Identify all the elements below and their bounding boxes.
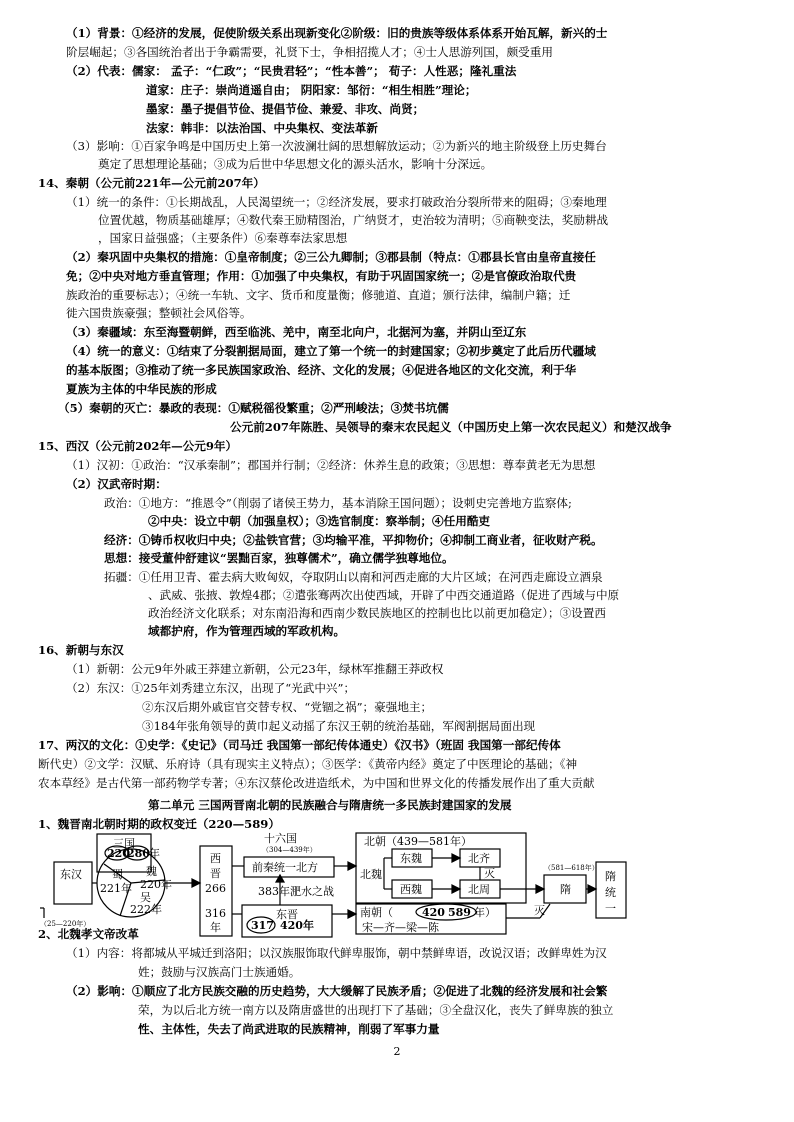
text-line: 政治经济文化联系；对东南沿海和西南少数民族地区的控制也比以前更加稳定）；③设置西	[148, 606, 606, 620]
y317-label: 317	[251, 919, 274, 932]
text-line: 阶层崛起；③各国统治者出于争霸需要，礼贤下士，争相招揽人才；④士人思游列国，颇受重用	[66, 45, 553, 59]
text-line: （2）秦巩固中央集权的措施：①皇帝制度；②三公九卿制；③郡县制（特点：①郡县长官由皇帝直接任	[66, 250, 596, 264]
text-line: 性、主体性，失去了尚武进取的民族精神，削弱了军事力量	[138, 1022, 440, 1036]
text-line: ③184年张角领导的黄巾起义动摇了东汉王朝的统治基础，军阀割据局面出现	[142, 719, 536, 733]
shiliuguo-label: 十六国	[264, 832, 297, 845]
text-line: （1）内容：将都城从平城迁到洛阳；以汉族服饰取代鲜卑服饰，朝中禁鲜卑语，改说汉语；改鲜卑姓为汉	[66, 946, 607, 960]
text-line: 经济：①铸币权收归中央；②盐铁官营；③均输平准，平抑物价；④抑制工商业者，征收财产税。	[104, 533, 603, 547]
beiwei-label: 北魏	[360, 868, 382, 881]
sui-unify-1: 隋	[605, 870, 616, 883]
beiqi-label: 北齐	[468, 852, 490, 865]
xijin-c: 266	[205, 882, 226, 895]
shu-label: 蜀	[112, 868, 123, 881]
song-qi-liang-chen: 宋—齐—梁—陈	[362, 921, 439, 934]
text-line: 徙六国贵族豪强；整顿社会风俗等。	[66, 306, 252, 320]
text-line: 夏族为主体的中华民族的形成	[66, 382, 217, 396]
text-line: 道家：庄子：崇尚逍遥自由； 阴阳家：邹衍：“相生相胜”理论；	[146, 83, 477, 97]
xijin-a: 西	[210, 852, 221, 865]
mie2-label: 灭	[534, 904, 545, 917]
text-line: 农本草经》是古代第一部药物学专著；④东汉蔡伦改进造纸术，为中国和世界文化的传播发展作出了重大贡献	[38, 776, 595, 790]
text-line: 域都护府，作为管理西域的军政机构。	[148, 624, 346, 638]
nanchao-label: 南朝（	[360, 906, 393, 919]
y280-label: 280	[127, 847, 150, 860]
text-line: 姓；鼓励与汉族高门士族通婚。	[138, 965, 301, 979]
text-line: 位置优越，物质基础雄厚；④数代秦王励精图治，广纳贤才，吏治较为清明；⑤商鞅变法，奖励耕战	[98, 213, 609, 227]
text-line: 思想：接受董仲舒建议“罢黜百家，独尊儒术”，确立儒学独尊地位。	[104, 551, 454, 565]
text-line: （1）新朝：公元9年外戚王莽建立新朝，公元23年，绿林军推翻王莽政权	[66, 662, 444, 676]
text-line: 、武威、张掖、敦煌4郡；②遣张骞两次出使西域，开辟了中西交通道路（促进了西域与中原	[148, 588, 620, 602]
sui-years: （581—618年）	[544, 864, 599, 872]
text-line: （1）汉初：①政治：“汉承秦制”；郡国并行制；②经济：休养生息的政策；③思想：尊奉黄老无为思想	[66, 458, 596, 472]
text-line: 15、西汉（公元前202年—公元9年）	[38, 439, 238, 453]
page-number: 2	[393, 1045, 401, 1058]
wei-year: 220年	[140, 878, 172, 891]
text-line: 的基本版图；③推动了统一多民族国家政治、经济、文化的发展；④促进各地区的文化交流，利于华	[66, 363, 577, 377]
text-line: （1）统一的条件：①长期战乱，人民渴望统一；②经济发展，要求打破政治分裂所带来的阻碍；③秦地理	[66, 195, 607, 209]
text-line: 政治：①地方：“推恩令”（削弱了诸侯王势力，基本消除王国问题）；设刺史完善地方监察体;	[104, 496, 572, 510]
donghan-label: 东汉	[60, 868, 82, 881]
y420b-label: 420	[422, 906, 445, 919]
text-line: 免；②中央对地方垂直管理；作用：①加强了中央集权，有助于巩固国家统一；②是官僚政治取代贵	[66, 269, 577, 283]
qianqin-label: 前秦统一北方	[252, 861, 318, 874]
sui-unify-3: 一	[605, 902, 616, 915]
text-line: 奠定了思想理论基础；③成为后世中华思想文化的源头活水，影响十分深远。	[98, 157, 493, 171]
feishui-label: 383年淝水之战	[258, 885, 334, 898]
text-line: 荣，为以后北方统一南方以及隋唐盛世的出现打下了基础；③全盘汉化，丧失了鲜卑族的独立	[138, 1003, 614, 1017]
text-line: ②东汉后期外戚宦官交替专权、“党锢之祸”；豪强地主；	[142, 700, 433, 714]
xijin-b: 晋	[210, 867, 221, 880]
text-line: 拓疆：①任用卫青、霍去病大败匈奴，夺取阴山以南和河西走廊的大片区域；在河西走廊设立酒泉	[104, 570, 603, 584]
text-line: ，国家日益强盛；（主要条件）⑥秦尊奉法家思想	[98, 231, 348, 245]
text-line: 法家：韩非：以法治国、中央集权、变法革新	[146, 121, 378, 135]
mie1-label: 灭	[484, 867, 495, 880]
text-line: 公元前207年陈胜、吴领导的秦末农民起义（中国历史上第一次农民起义）和楚汉战争	[230, 420, 672, 434]
text-line: 2、北魏孝文帝改革	[38, 927, 139, 941]
y589-label: 589	[448, 906, 471, 919]
dongwei-label: 东魏	[400, 852, 422, 865]
text-line: 墨家：墨子提倡节俭、提倡节俭、兼爱、非攻、尚贤；	[146, 102, 425, 116]
donghan-years: （25—220年）	[40, 920, 91, 928]
wu-year: 222年	[130, 903, 162, 916]
y220-label: 220	[107, 847, 130, 860]
shu-year: 221年	[100, 882, 132, 895]
text-line: ②中央：设立中朝（加强皇权）；③选官制度：察举制；④任用酷吏	[148, 514, 491, 528]
text-line: （1）背景：①经济的发展，促使阶级关系出现新变化②阶级：旧的贵族等级体系体系开始瓦解，新兴的士	[66, 26, 608, 40]
text-line: （3）影响：①百家争鸣是中国历史上第一次波澜壮阔的思想解放运动；②为新兴的地主阶级登上历史舞台	[66, 139, 607, 153]
text-line: （2）汉武帝时期：	[66, 477, 167, 491]
text-line: （4）统一的意义：①结束了分裂割据局面，建立了第一个统一的封建国家；②初步奠定了此后历代疆域	[66, 344, 596, 358]
text-line: 族政治的重要标志）；④统一车轨、文字、货币和度量衡；修驰道、直道；颁行法律，编制户籍；迁	[66, 288, 571, 302]
text-line: 第二单元 三国两晋南北朝的民族融合与隋唐统一多民族封建国家的发展	[148, 798, 512, 812]
sui-unify-2: 统	[605, 886, 616, 899]
text-line: （2）影响：①顺应了北方民族交融的历史趋势，大大缓解了民族矛盾；②促进了北魏的经济发展和社会繁	[66, 984, 608, 998]
beizhou-label: 北周	[468, 883, 490, 896]
text-line: 断代史）②文学：汉赋、乐府诗（具有现实主义特点）；③医学：《黄帝内经》奠定了中医理论的基础；《神	[38, 757, 578, 771]
y420-label: 420年	[280, 919, 314, 932]
text-line: （2）东汉：①25年刘秀建立东汉，出现了“光武中兴”；	[66, 681, 356, 695]
dongjin-label: 东晋	[276, 908, 298, 921]
beichao-label: 北朝（439—581年）	[364, 835, 472, 848]
xijin-e: 年	[210, 921, 221, 934]
wu-label: 吴	[140, 891, 151, 904]
text-line: 17、两汉的文化：①史学：《史记》（司马迁 我国第一部纪传体通史）《汉书》（班固 我国第一部纪传体	[38, 738, 561, 752]
sui-label: 隋	[560, 883, 571, 896]
xijin-d: 316	[205, 907, 226, 920]
shiliuguo-years: （304—439年）	[262, 846, 317, 854]
text-line: 14、秦朝（公元前221年—公元前207年）	[38, 176, 265, 190]
text-line: 1、魏晋南北朝时期的政权变迁（220—589）	[38, 817, 280, 831]
nian-label: 年	[149, 847, 160, 860]
text-line: （3）秦疆域：东至海暨朝鲜，西至临洮、羌中，南至北向户，北据河为塞，并阴山至辽东	[66, 325, 527, 339]
text-line: （2）代表：儒家： 孟子：“仁政”；“民贵君轻”；“性本善”； 荀子：人性恶；隆礼重法	[66, 64, 517, 78]
xiwei-label: 西魏	[400, 883, 422, 896]
three-kingdoms-label: 三国	[113, 837, 135, 850]
text-line: 16、新朝与东汉	[38, 643, 124, 657]
text-line: （5）秦朝的灭亡：暴政的表现：①赋税徭役繁重；②严刑峻法；③焚书坑儒	[58, 401, 449, 415]
wei-label: 魏	[146, 865, 157, 878]
nanchao-end: 年）	[474, 906, 496, 919]
